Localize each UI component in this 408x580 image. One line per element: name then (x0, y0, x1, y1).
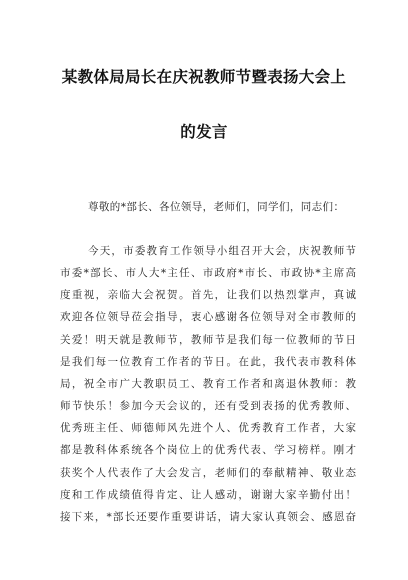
body-line: 市委*部长、市人大*主任、市政府*市长、市政协*主席高 (60, 267, 356, 279)
body-line: 都是教科体系统各个岗位上的优秀代表、学习榜样。刚才 (60, 444, 356, 456)
body-line: 是我们每一位教育工作者的节日。在此，我代表市教科体 (60, 356, 356, 368)
body-line: 优秀班主任、师德师风先进个人、优秀教育工作者，大家 (60, 422, 356, 434)
body-line: 度和工作成绩值得肯定、让人感动，谢谢大家辛勤付出！ (60, 489, 356, 501)
body-line: 关爱！明天就是教师节，教师节是我们每一位教师的节日 (60, 334, 356, 346)
body-line: 局，祝全市广大教职员工、教育工作者和离退休教师：教 (60, 378, 356, 390)
body-line: 获奖个人代表作了大会发言，老师们的奉献精神、敬业态 (60, 467, 356, 479)
salutation: 尊敬的*部长、各位领导，老师们，同学们，同志们： (88, 201, 345, 213)
document-title-line-1: 某教体局局长在庆祝教师节暨表扬大会上 (61, 68, 347, 86)
body-line: 接下来，*部长还要作重要讲话，请大家认真领会、感恩奋 (60, 511, 356, 523)
body-line: 师节快乐！参加今天会议的，还有受到表扬的优秀教师、 (60, 400, 356, 412)
body-line: 度重视，亲临大会祝贺。首先，让我们以热烈掌声，真诚 (60, 289, 356, 301)
body-line: 今天，市委教育工作领导小组召开大会，庆祝教师节 (88, 245, 356, 257)
document-title-line-2: 的发言 (180, 123, 228, 141)
body-line: 欢迎各位领导莅会指导，衷心感谢各位领导对全市教师的 (60, 311, 356, 323)
